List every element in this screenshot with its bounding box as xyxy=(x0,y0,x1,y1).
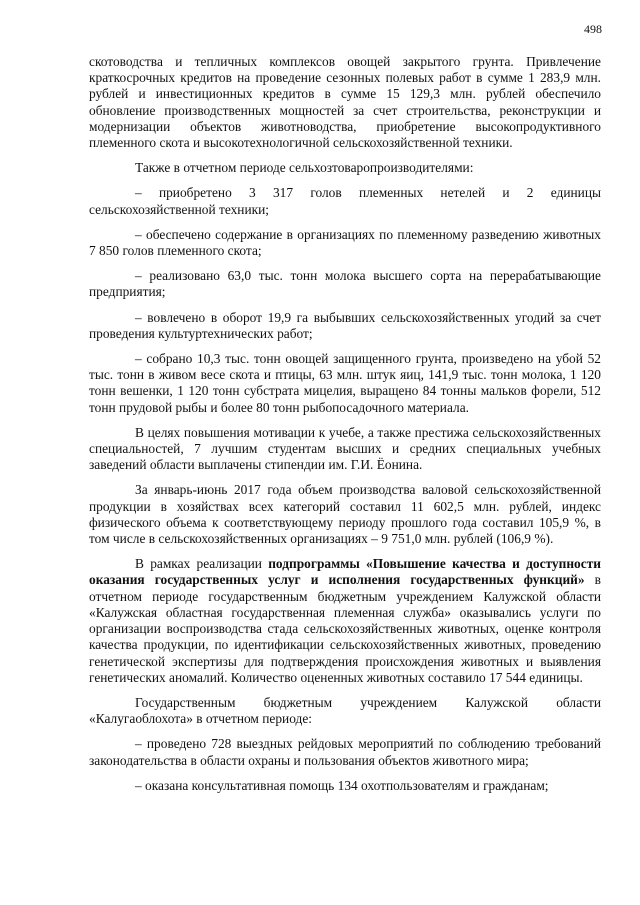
list-item: – реализовано 63,0 тыс. тонн молока высшего сорта на перерабатывающие предприятия; xyxy=(89,268,601,300)
list-item: – вовлечено в оборот 19,9 га выбывших сельскохозяйственных угодий за счет проведения культуртехнических работ; xyxy=(89,309,601,341)
subprogram-title: подпрограммы «Повышение качества и доступности оказания государственных услуг и исполнения государственных функций» xyxy=(89,556,601,588)
list-item: – обеспечено содержание в организациях по племенному разведению животных 7 850 голов племенного скота; xyxy=(89,226,601,259)
paragraph: Также в отчетном периоде сельхозтоваропроизводителями: xyxy=(135,160,474,176)
paragraph: Государственным бюджетным учреждением Калужской области «Калугаоблохота» в отчетном периоде: xyxy=(89,694,601,727)
list-item: – собрано 10,3 тыс. тонн овощей защищенного грунта, произведено на убой 52 тыс. тонн в живом весе скота и птицы, 63 млн. штук яиц, 141,9 тыс. тонн молока, 1 120 тонн вешенки, 1 120 тонн субстрата мицелия, выращено 84 тонны мальков форели, 512 тонн прудовой рыбы и более 80 тонн рыбопосадочного материала. xyxy=(89,351,601,415)
paragraph: За январь-июнь 2017 года объем производства валовой сельскохозяйственной продукции в хозяйствах всех категорий составил 11 602,5 млн. рублей, индекс физического объема к соответствующему периоду прошлого года составил 105,9 %, в том числе в сельскохозяйственных организациях – 9 751,0 млн. рублей (106,9 %). xyxy=(89,482,601,547)
document-body xyxy=(89,54,601,803)
paragraph-text: в отчетном периоде государственным бюджетным учреждением Калужской области «Калужская областная государственная племенная служба» оказывались услуги по организации воспроизводства стада сельскохозяйственных животных, оценке контроля качества продукции, по идентификации сельскохозяйственных животных, проведению генетической экспертизы для подтверждения происхождения животных и выявления генетических аномалий. Количество оцененных животных составило 17 544 единицы. xyxy=(89,572,601,685)
page-number: 498 xyxy=(584,22,602,36)
paragraph: скотоводства и тепличных комплексов овощей закрытого грунта. Привлечение краткосрочных кредитов на проведение сезонных полевых работ в сумме 1 283,9 млн. рублей и инвестиционных кредитов в сумме 15 129,3 млн. рублей обеспечило обновление производственных мощностей за счет строительства, реконструкции и модернизации объектов животноводства, приобретение высокопродуктивного племенного скота и высокотехнологичной сельскохозяйственной техники. xyxy=(89,54,601,151)
paragraph: В целях повышения мотивации к учебе, а также престижа сельскохозяйственных специальностей, 7 лучшим студентам высших и средних специальных учебных заведений области выплачены стипендии им. Г.И. Ёонина. xyxy=(89,424,601,473)
list-item: – проведено 728 выездных рейдовых мероприятий по соблюдению требований законодательства в области охраны и пользования объектов животного мира; xyxy=(89,736,601,768)
list-item: – оказана консультативная помощь 134 охотпользователям и гражданам; xyxy=(135,777,549,793)
list-item: – приобретено 3 317 голов племенных нетелей и 2 единицы сельскохозяйственной техники; xyxy=(89,185,601,217)
paragraph-text: В рамках реализации xyxy=(135,556,269,572)
paragraph xyxy=(89,556,601,686)
